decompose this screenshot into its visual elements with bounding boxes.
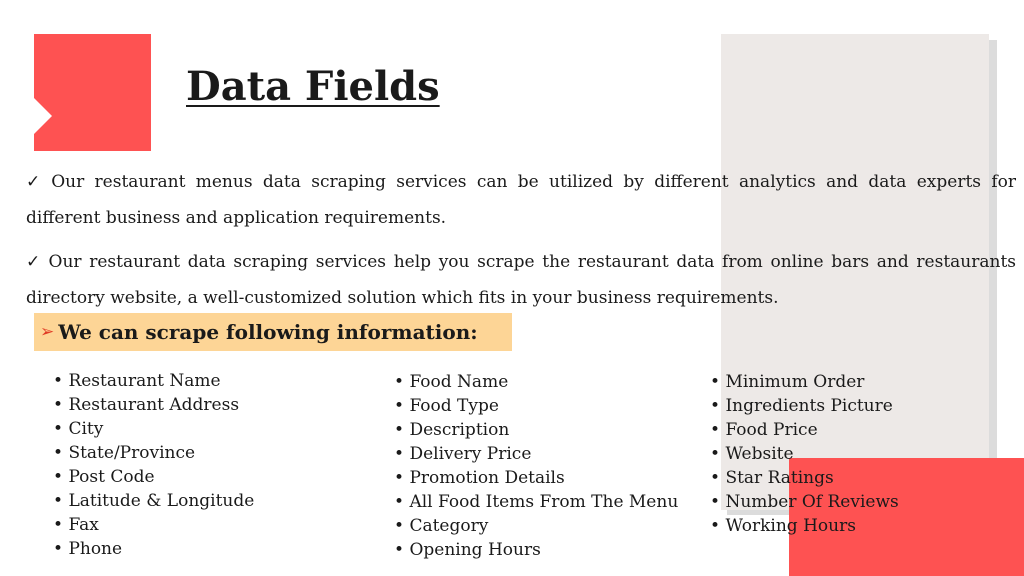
page-title: Data Fields <box>186 63 440 110</box>
list-item: • Phone <box>53 537 254 561</box>
list-item: • City <box>53 417 254 441</box>
list-item: • Latitude & Longitude <box>53 489 254 513</box>
list-item: • All Food Items From The Menu <box>394 490 678 514</box>
list-item: • Promotion Details <box>394 466 678 490</box>
list-item: • Food Name <box>394 370 678 394</box>
field-list-column-2 <box>394 370 678 562</box>
paragraph-2-text: Our restaurant data scraping services help you scrape the restaurant data from online bars and restaurants directory website, a well-customized solution which fits in your business requirements. <box>26 252 1016 308</box>
list-item: • Minimum Order <box>710 370 899 394</box>
list-item: • Category <box>394 514 678 538</box>
list-item: • Restaurant Address <box>53 393 254 417</box>
paragraph-1 <box>26 164 1016 236</box>
list-item: • Food Price <box>710 418 899 442</box>
field-list-column-1 <box>53 369 254 561</box>
list-item: • Ingredients Picture <box>710 394 899 418</box>
list-item: • Restaurant Name <box>53 369 254 393</box>
list-item: • Star Ratings <box>710 466 899 490</box>
list-item: • Working Hours <box>710 514 899 538</box>
list-item: • Delivery Price <box>394 442 678 466</box>
list-item: • Food Type <box>394 394 678 418</box>
list-item: • Post Code <box>53 465 254 489</box>
list-item: • Fax <box>53 513 254 537</box>
list-item: • State/Province <box>53 441 254 465</box>
list-item: • Number Of Reviews <box>710 490 899 514</box>
paragraph-2 <box>26 244 1016 316</box>
red-accent-block <box>34 34 151 151</box>
list-item: • Website <box>710 442 899 466</box>
list-item: • Opening Hours <box>394 538 678 562</box>
checkmark-icon: ✓ <box>26 252 43 272</box>
field-list-column-3 <box>710 370 899 538</box>
arrow-bullet-icon: ➢ <box>40 322 55 342</box>
subheading-highlight <box>34 313 512 351</box>
list-item: • Description <box>394 418 678 442</box>
paragraph-1-text: Our restaurant menus data scraping services can be utilized by different analytics and data experts for different business and application requirements. <box>26 172 1016 228</box>
checkmark-icon: ✓ <box>26 172 46 192</box>
subheading: We can scrape following information: <box>58 320 478 344</box>
